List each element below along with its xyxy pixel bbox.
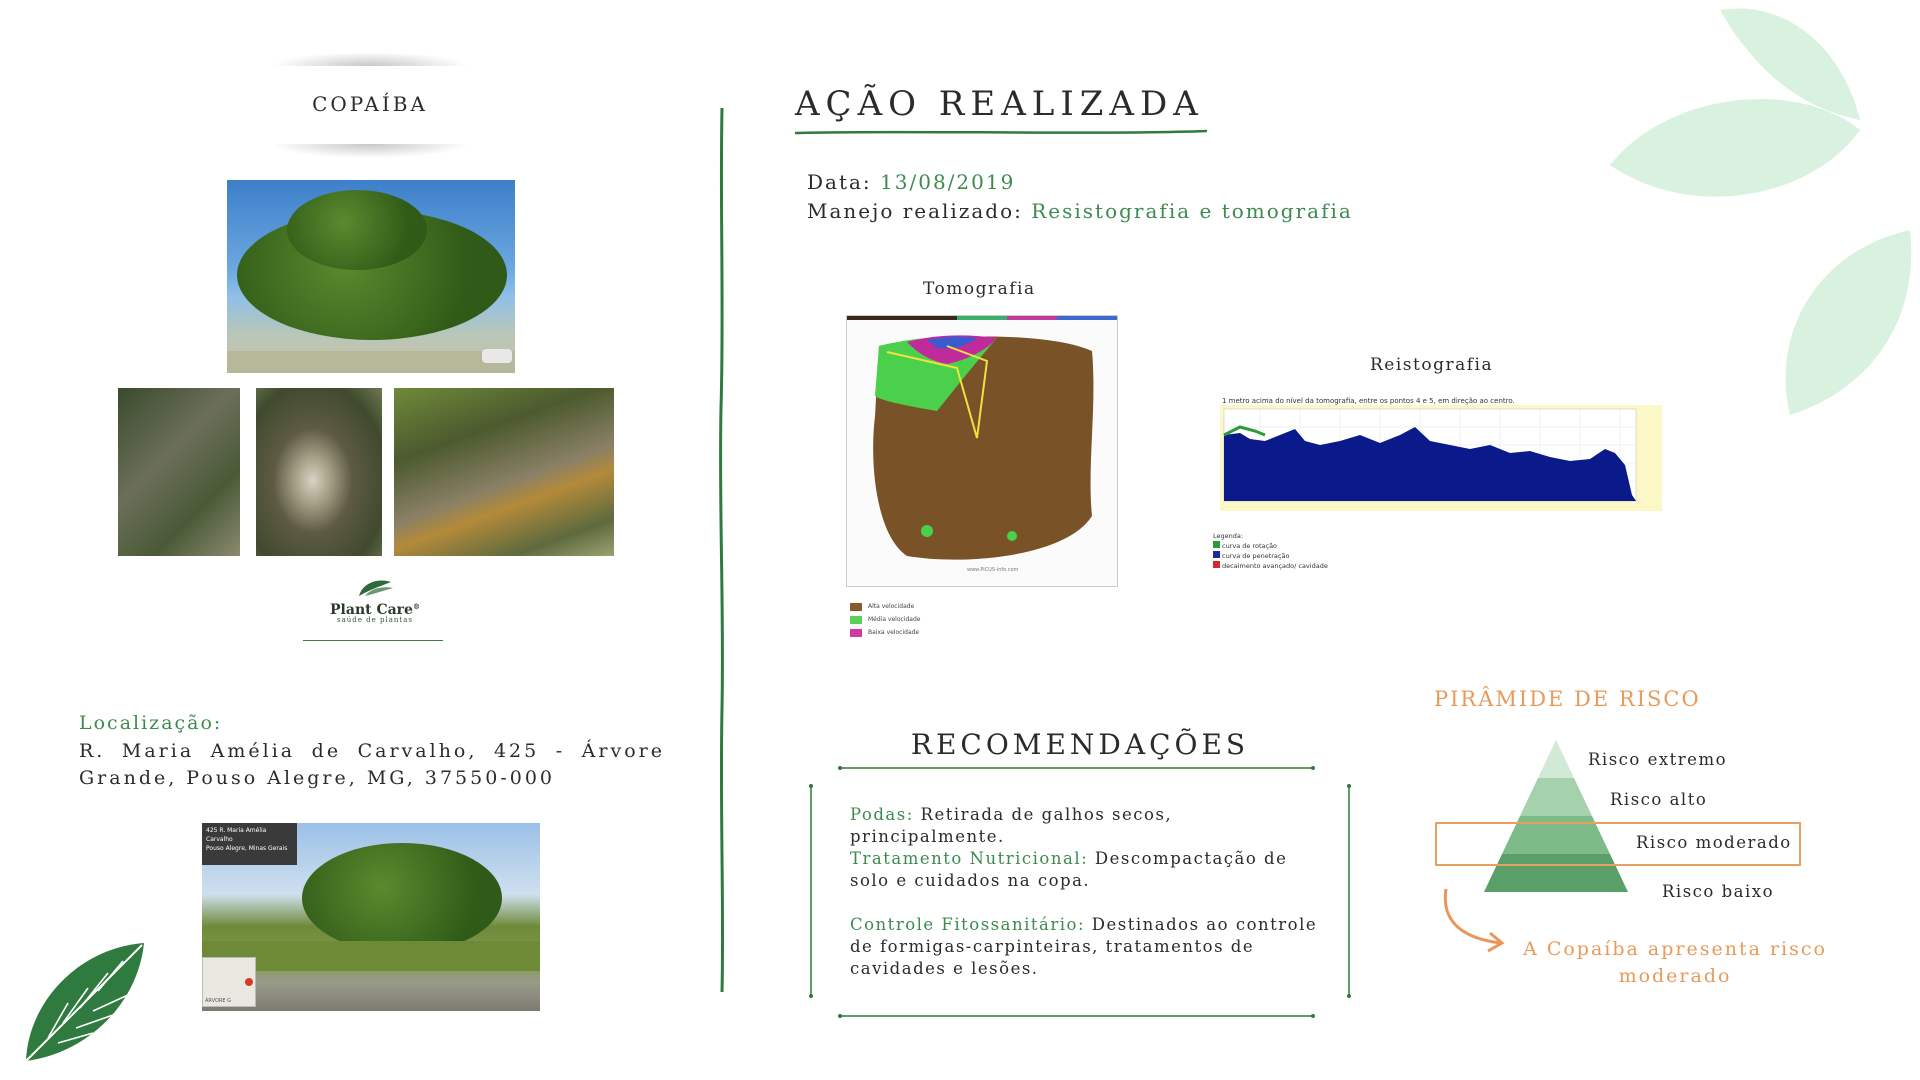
tree-photo-main [227, 180, 515, 373]
location-address: R. Maria Amélia de Carvalho, 425 - Árvore Grande, Pouso Alegre, MG, 37550-000 [79, 740, 665, 789]
banana-leaf-icon [18, 933, 153, 1068]
resistography-caption: 1 metro acima do nível da tomografia, entre os pontos 4 e 5, em direção ao centro. [1222, 397, 1515, 405]
recommendation-label: Tratamento Nutricional: [850, 849, 1089, 868]
pyramid-level-high [1520, 778, 1592, 816]
resistography-chart [1220, 405, 1662, 511]
tomography-legend [850, 600, 920, 639]
logo-leaf-icon [355, 578, 395, 598]
legend-swatch [1213, 551, 1220, 558]
recommendation-text: Destinados ao controle de formigas-carpinteiras, tratamentos de cavidades e lesões. [850, 915, 1318, 978]
legend-swatch [1213, 541, 1220, 548]
street-view-header-line1: 425 R. Maria Amélia Carvalho [206, 827, 267, 843]
location-label: Localização: [79, 712, 223, 734]
legend-title: Legenda: [1213, 532, 1244, 540]
trunk-photo-3 [394, 388, 614, 556]
street-view-header-line2: Pouso Alegre, Minas Gerais [206, 845, 288, 852]
recommendation-text: Descompactação de solo e cuidados na copa. [850, 849, 1288, 890]
map-pin-icon [245, 978, 253, 986]
resistography-title: Reistografia [1370, 355, 1494, 375]
risk-label-high: Risco alto [1610, 790, 1708, 809]
resistography-legend [1213, 531, 1328, 571]
recommendation-text: Retirada de galhos secos, principalmente. [850, 805, 1173, 846]
logo-tagline: saúde de plantas [337, 616, 413, 624]
tomography-title: Tomografia [923, 279, 1036, 299]
date-line [807, 170, 1015, 194]
recommendation-item [850, 914, 1320, 980]
risk-conclusion: A Copaíba apresenta risco moderado [1523, 938, 1827, 987]
management-label: Manejo realizado: [807, 199, 1023, 223]
legend-item: decaimento avançado/ cavidade [1213, 561, 1328, 571]
decorative-leaves-icon [1610, 0, 1920, 420]
subject-title: COPAÍBA [312, 92, 428, 116]
date-value: 13/08/2019 [880, 170, 1016, 194]
tomography-image [846, 315, 1118, 587]
legend-item: curva de penetração [1213, 551, 1328, 561]
legend-item: Alta velocidade [850, 600, 920, 613]
action-title-underline [795, 128, 1207, 136]
curved-arrow-icon [1440, 885, 1510, 955]
trunk-photo-1 [118, 388, 240, 556]
recommendation-label: Podas: [850, 805, 914, 824]
legend-item: Baixa velocidade [850, 626, 920, 639]
street-view-minimap[interactable] [202, 957, 256, 1007]
trunk-photo-2 [256, 388, 382, 556]
logo-mark: ® [412, 602, 420, 611]
recommendation-label: Controle Fitossanitário: [850, 915, 1086, 934]
legend-swatch [850, 603, 862, 611]
logo-name: Plant Care [330, 602, 413, 618]
plant-care-logo [325, 578, 425, 624]
title-shadow-top [270, 52, 470, 66]
logo-divider [303, 640, 443, 641]
management-value: Resistografia e tomografia [1031, 199, 1353, 223]
recommendation-item [850, 804, 1320, 848]
legend-item: Média velocidade [850, 613, 920, 626]
pyramid-level-extreme [1538, 740, 1574, 778]
recommendations-title: RECOMENDAÇÕES [910, 728, 1250, 761]
legend-swatch [1213, 561, 1220, 568]
vertical-divider [718, 108, 726, 992]
action-title: AÇÃO REALIZADA [795, 84, 1204, 124]
management-line [807, 199, 1353, 223]
legend-swatch [850, 629, 862, 637]
recommendation-item [850, 848, 1320, 892]
street-view-header [202, 823, 297, 865]
title-shadow-bottom [270, 144, 470, 158]
street-view-photo [202, 823, 540, 1011]
legend-swatch [850, 616, 862, 624]
risk-label-low: Risco baixo [1662, 882, 1775, 901]
minimap-label: ÁRVORE G [205, 998, 231, 1004]
risk-pyramid-title: PIRÂMIDE DE RISCO [1434, 687, 1701, 711]
risk-label-moderate: Risco moderado [1636, 833, 1792, 852]
legend-item: curva de rotação [1213, 541, 1328, 551]
risk-label-extreme: Risco extremo [1588, 750, 1728, 769]
svg-text:www.PiCUS-info.com: www.PiCUS-info.com [967, 567, 1019, 573]
date-label: Data: [807, 170, 872, 194]
